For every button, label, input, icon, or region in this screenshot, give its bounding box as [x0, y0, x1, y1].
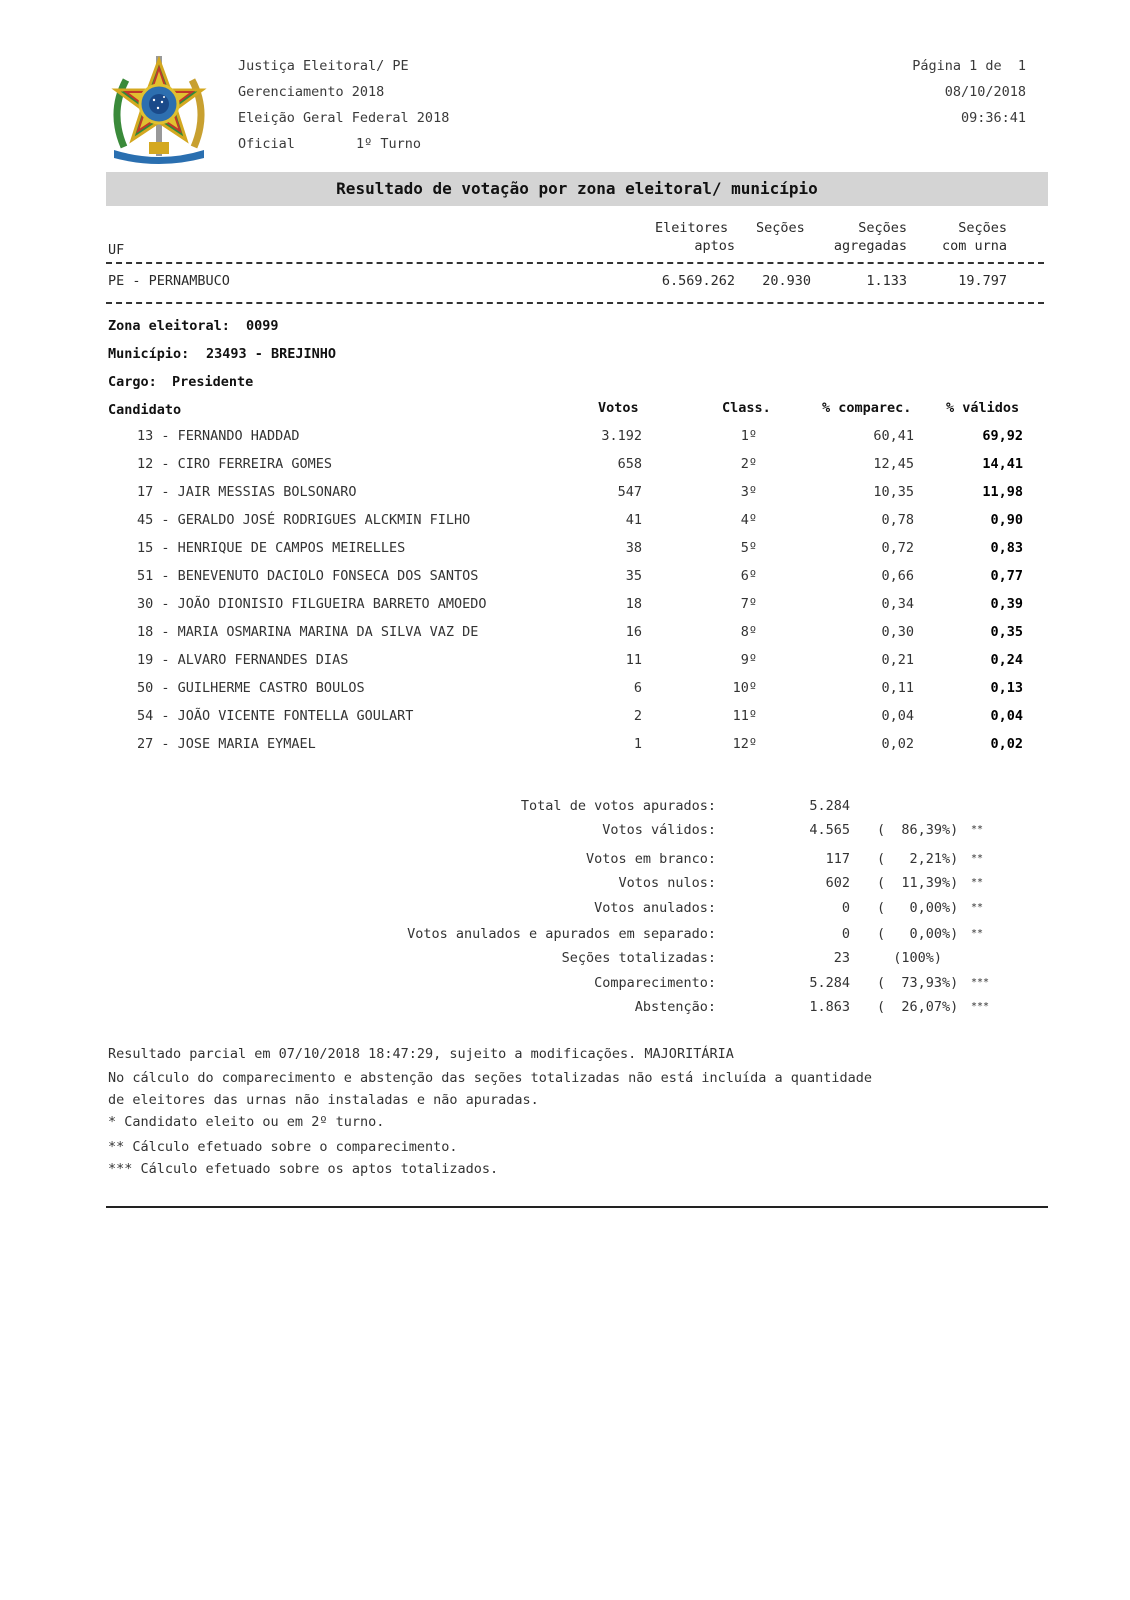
- footnote-line: de eleitores das urnas não instaladas e não apuradas.: [108, 1092, 539, 1108]
- total-percent: ( 26,07%): [877, 999, 959, 1015]
- total-mark: **: [971, 877, 984, 888]
- col-agregadas-line1: Seções: [858, 220, 907, 236]
- total-value: 23: [833, 950, 850, 966]
- candidate-name: 30 - JOÃO DIONISIO FILGUEIRA BARRETO AMOEDO: [137, 596, 487, 612]
- candidate-votes: 38: [625, 540, 642, 556]
- footnote-line: Resultado parcial em 07/10/2018 18:47:29, sujeito a modificações. MAJORITÁRIA: [108, 1046, 734, 1062]
- total-mark: **: [971, 902, 984, 913]
- footnote-line: ** Cálculo efetuado sobre o comparecimento.: [108, 1139, 458, 1155]
- candidate-class: 9º: [740, 652, 757, 668]
- candidate-validos: 0,83: [990, 540, 1023, 556]
- col-secoes: Seções: [756, 220, 805, 236]
- candidate-comparec: 0,34: [881, 596, 914, 612]
- col-validos: % válidos: [946, 400, 1020, 416]
- footnote-line: No cálculo do comparecimento e abstenção das seções totalizadas não está incluída a quantidade: [108, 1070, 873, 1086]
- footnote-line: * Candidato eleito ou em 2º turno.: [108, 1114, 385, 1130]
- candidate-name: 12 - CIRO FERREIRA GOMES: [137, 456, 333, 472]
- candidate-votes: 3.192: [601, 428, 642, 444]
- candidate-name: 19 - ALVARO FERNANDES DIAS: [137, 652, 349, 668]
- col-comparec: % comparec.: [822, 400, 912, 416]
- total-value: 602: [825, 875, 850, 891]
- total-value: 5.284: [809, 975, 850, 991]
- total-value: 0: [841, 926, 850, 942]
- candidate-comparec: 0,02: [881, 736, 914, 752]
- candidate-class: 2º: [740, 456, 757, 472]
- col-eleitores-line1: Eleitores: [655, 220, 729, 236]
- candidate-validos: 0,04: [990, 708, 1023, 724]
- total-percent: (100%): [877, 950, 943, 966]
- candidate-comparec: 10,35: [873, 484, 914, 500]
- candidate-comparec: 0,78: [881, 512, 914, 528]
- total-mark: ***: [971, 977, 990, 988]
- candidate-class: 8º: [740, 624, 757, 640]
- uf-eleitores: 6.569.262: [661, 273, 735, 289]
- candidate-validos: 0,24: [990, 652, 1023, 668]
- total-value: 4.565: [809, 822, 850, 838]
- candidate-validos: 14,41: [982, 456, 1023, 472]
- candidate-validos: 69,92: [982, 428, 1023, 444]
- candidate-class: 6º: [740, 568, 757, 584]
- candidate-validos: 0,77: [990, 568, 1023, 584]
- candidate-validos: 0,02: [990, 736, 1023, 752]
- candidate-votes: 11: [625, 652, 642, 668]
- candidate-comparec: 0,04: [881, 708, 914, 724]
- candidate-name: 15 - HENRIQUE DE CAMPOS MEIRELLES: [137, 540, 406, 556]
- divider: [106, 302, 1044, 304]
- total-label: Votos nulos:: [618, 875, 716, 891]
- header-management: Gerenciamento 2018: [238, 84, 385, 100]
- total-label: Total de votos apurados:: [520, 798, 716, 814]
- candidate-name: 18 - MARIA OSMARINA MARINA DA SILVA VAZ DE: [137, 624, 479, 640]
- col-votos: Votos: [598, 400, 639, 416]
- col-eleitores-line2: aptos: [694, 238, 735, 254]
- header-round: 1º Turno: [356, 136, 422, 152]
- total-mark: **: [971, 824, 984, 835]
- col-candidato: Candidato: [108, 402, 182, 418]
- col-urna-line2: com urna: [941, 238, 1007, 254]
- candidate-class: 12º: [732, 736, 757, 752]
- col-agregadas-line2: agregadas: [833, 238, 907, 254]
- total-percent: ( 0,00%): [877, 900, 959, 916]
- candidate-comparec: 12,45: [873, 456, 914, 472]
- uf-agregadas: 1.133: [866, 273, 907, 289]
- zona-label: Zona eleitoral:: [108, 318, 230, 334]
- total-percent: ( 86,39%): [877, 822, 959, 838]
- uf-secoes: 20.930: [762, 273, 811, 289]
- header-page-number: Página 1 de 1: [912, 58, 1026, 74]
- bottom-rule: [106, 1206, 1048, 1208]
- header-official: Oficial: [238, 136, 295, 152]
- candidate-class: 11º: [732, 708, 757, 724]
- candidate-name: 17 - JAIR MESSIAS BOLSONARO: [137, 484, 357, 500]
- candidate-name: 51 - BENEVENUTO DACIOLO FONSECA DOS SANTOS: [137, 568, 479, 584]
- candidate-name: 54 - JOÃO VICENTE FONTELLA GOULART: [137, 708, 414, 724]
- total-percent: ( 2,21%): [877, 851, 959, 867]
- candidate-class: 1º: [740, 428, 757, 444]
- candidate-name: 45 - GERALDO JOSÉ RODRIGUES ALCKMIN FILHO: [137, 512, 471, 528]
- candidate-votes: 658: [617, 456, 642, 472]
- col-uf: UF: [108, 242, 125, 258]
- candidate-votes: 16: [625, 624, 642, 640]
- candidate-class: 7º: [740, 596, 757, 612]
- total-label: Votos anulados e apurados em separado:: [407, 926, 716, 942]
- candidate-comparec: 0,21: [881, 652, 914, 668]
- total-value: 5.284: [809, 798, 850, 814]
- total-label: Abstenção:: [634, 999, 716, 1015]
- uf-com-urna: 19.797: [958, 273, 1007, 289]
- col-class: Class.: [722, 400, 771, 416]
- candidate-comparec: 0,66: [881, 568, 914, 584]
- candidate-name: 27 - JOSE MARIA EYMAEL: [137, 736, 316, 752]
- header-election: Eleição Geral Federal 2018: [238, 110, 450, 126]
- brazil-coat-of-arms-emblem: [104, 52, 214, 168]
- total-value: 0: [841, 900, 850, 916]
- report-title: Resultado de votação por zona eleitoral/ município: [336, 179, 818, 198]
- uf-name: PE - PERNAMBUCO: [108, 273, 230, 289]
- zona-value: 0099: [246, 318, 279, 334]
- header-time: 09:36:41: [960, 110, 1026, 126]
- cargo-value: Presidente: [172, 374, 254, 390]
- col-urna-line1: Seções: [958, 220, 1007, 236]
- candidate-name: 50 - GUILHERME CASTRO BOULOS: [137, 680, 365, 696]
- candidate-validos: 0,39: [990, 596, 1023, 612]
- candidate-votes: 6: [633, 680, 642, 696]
- total-value: 117: [825, 851, 850, 867]
- candidate-validos: 11,98: [982, 484, 1023, 500]
- candidate-class: 4º: [740, 512, 757, 528]
- candidate-class: 3º: [740, 484, 757, 500]
- divider: [106, 262, 1044, 264]
- candidate-votes: 547: [617, 484, 642, 500]
- total-percent: ( 11,39%): [877, 875, 959, 891]
- municipio-label: Município:: [108, 346, 190, 362]
- candidate-validos: 0,35: [990, 624, 1023, 640]
- candidate-votes: 18: [625, 596, 642, 612]
- candidate-comparec: 0,72: [881, 540, 914, 556]
- header-date: 08/10/2018: [944, 84, 1026, 100]
- total-label: Votos válidos:: [602, 822, 716, 838]
- candidate-votes: 1: [633, 736, 642, 752]
- candidate-comparec: 0,30: [881, 624, 914, 640]
- candidate-votes: 35: [625, 568, 642, 584]
- candidate-comparec: 0,11: [881, 680, 914, 696]
- total-label: Comparecimento:: [594, 975, 716, 991]
- total-label: Votos anulados:: [594, 900, 716, 916]
- total-percent: ( 0,00%): [877, 926, 959, 942]
- total-mark: ***: [971, 1001, 990, 1012]
- candidate-votes: 41: [625, 512, 642, 528]
- report-title-bar: [106, 172, 1048, 206]
- candidate-comparec: 60,41: [873, 428, 914, 444]
- cargo-label: Cargo:: [108, 374, 157, 390]
- total-percent: ( 73,93%): [877, 975, 959, 991]
- candidate-validos: 0,13: [990, 680, 1023, 696]
- candidate-votes: 2: [633, 708, 642, 724]
- header-org: Justiça Eleitoral/ PE: [238, 58, 409, 74]
- candidate-name: 13 - FERNANDO HADDAD: [137, 428, 300, 444]
- total-mark: **: [971, 853, 984, 864]
- total-mark: **: [971, 928, 984, 939]
- candidate-validos: 0,90: [990, 512, 1023, 528]
- total-label: Seções totalizadas:: [561, 950, 716, 966]
- candidate-class: 10º: [732, 680, 757, 696]
- municipio-value: 23493 - BREJINHO: [206, 346, 337, 362]
- footnote-line: *** Cálculo efetuado sobre os aptos totalizados.: [108, 1161, 499, 1177]
- total-label: Votos em branco:: [585, 851, 716, 867]
- candidate-class: 5º: [740, 540, 757, 556]
- total-value: 1.863: [809, 999, 850, 1015]
